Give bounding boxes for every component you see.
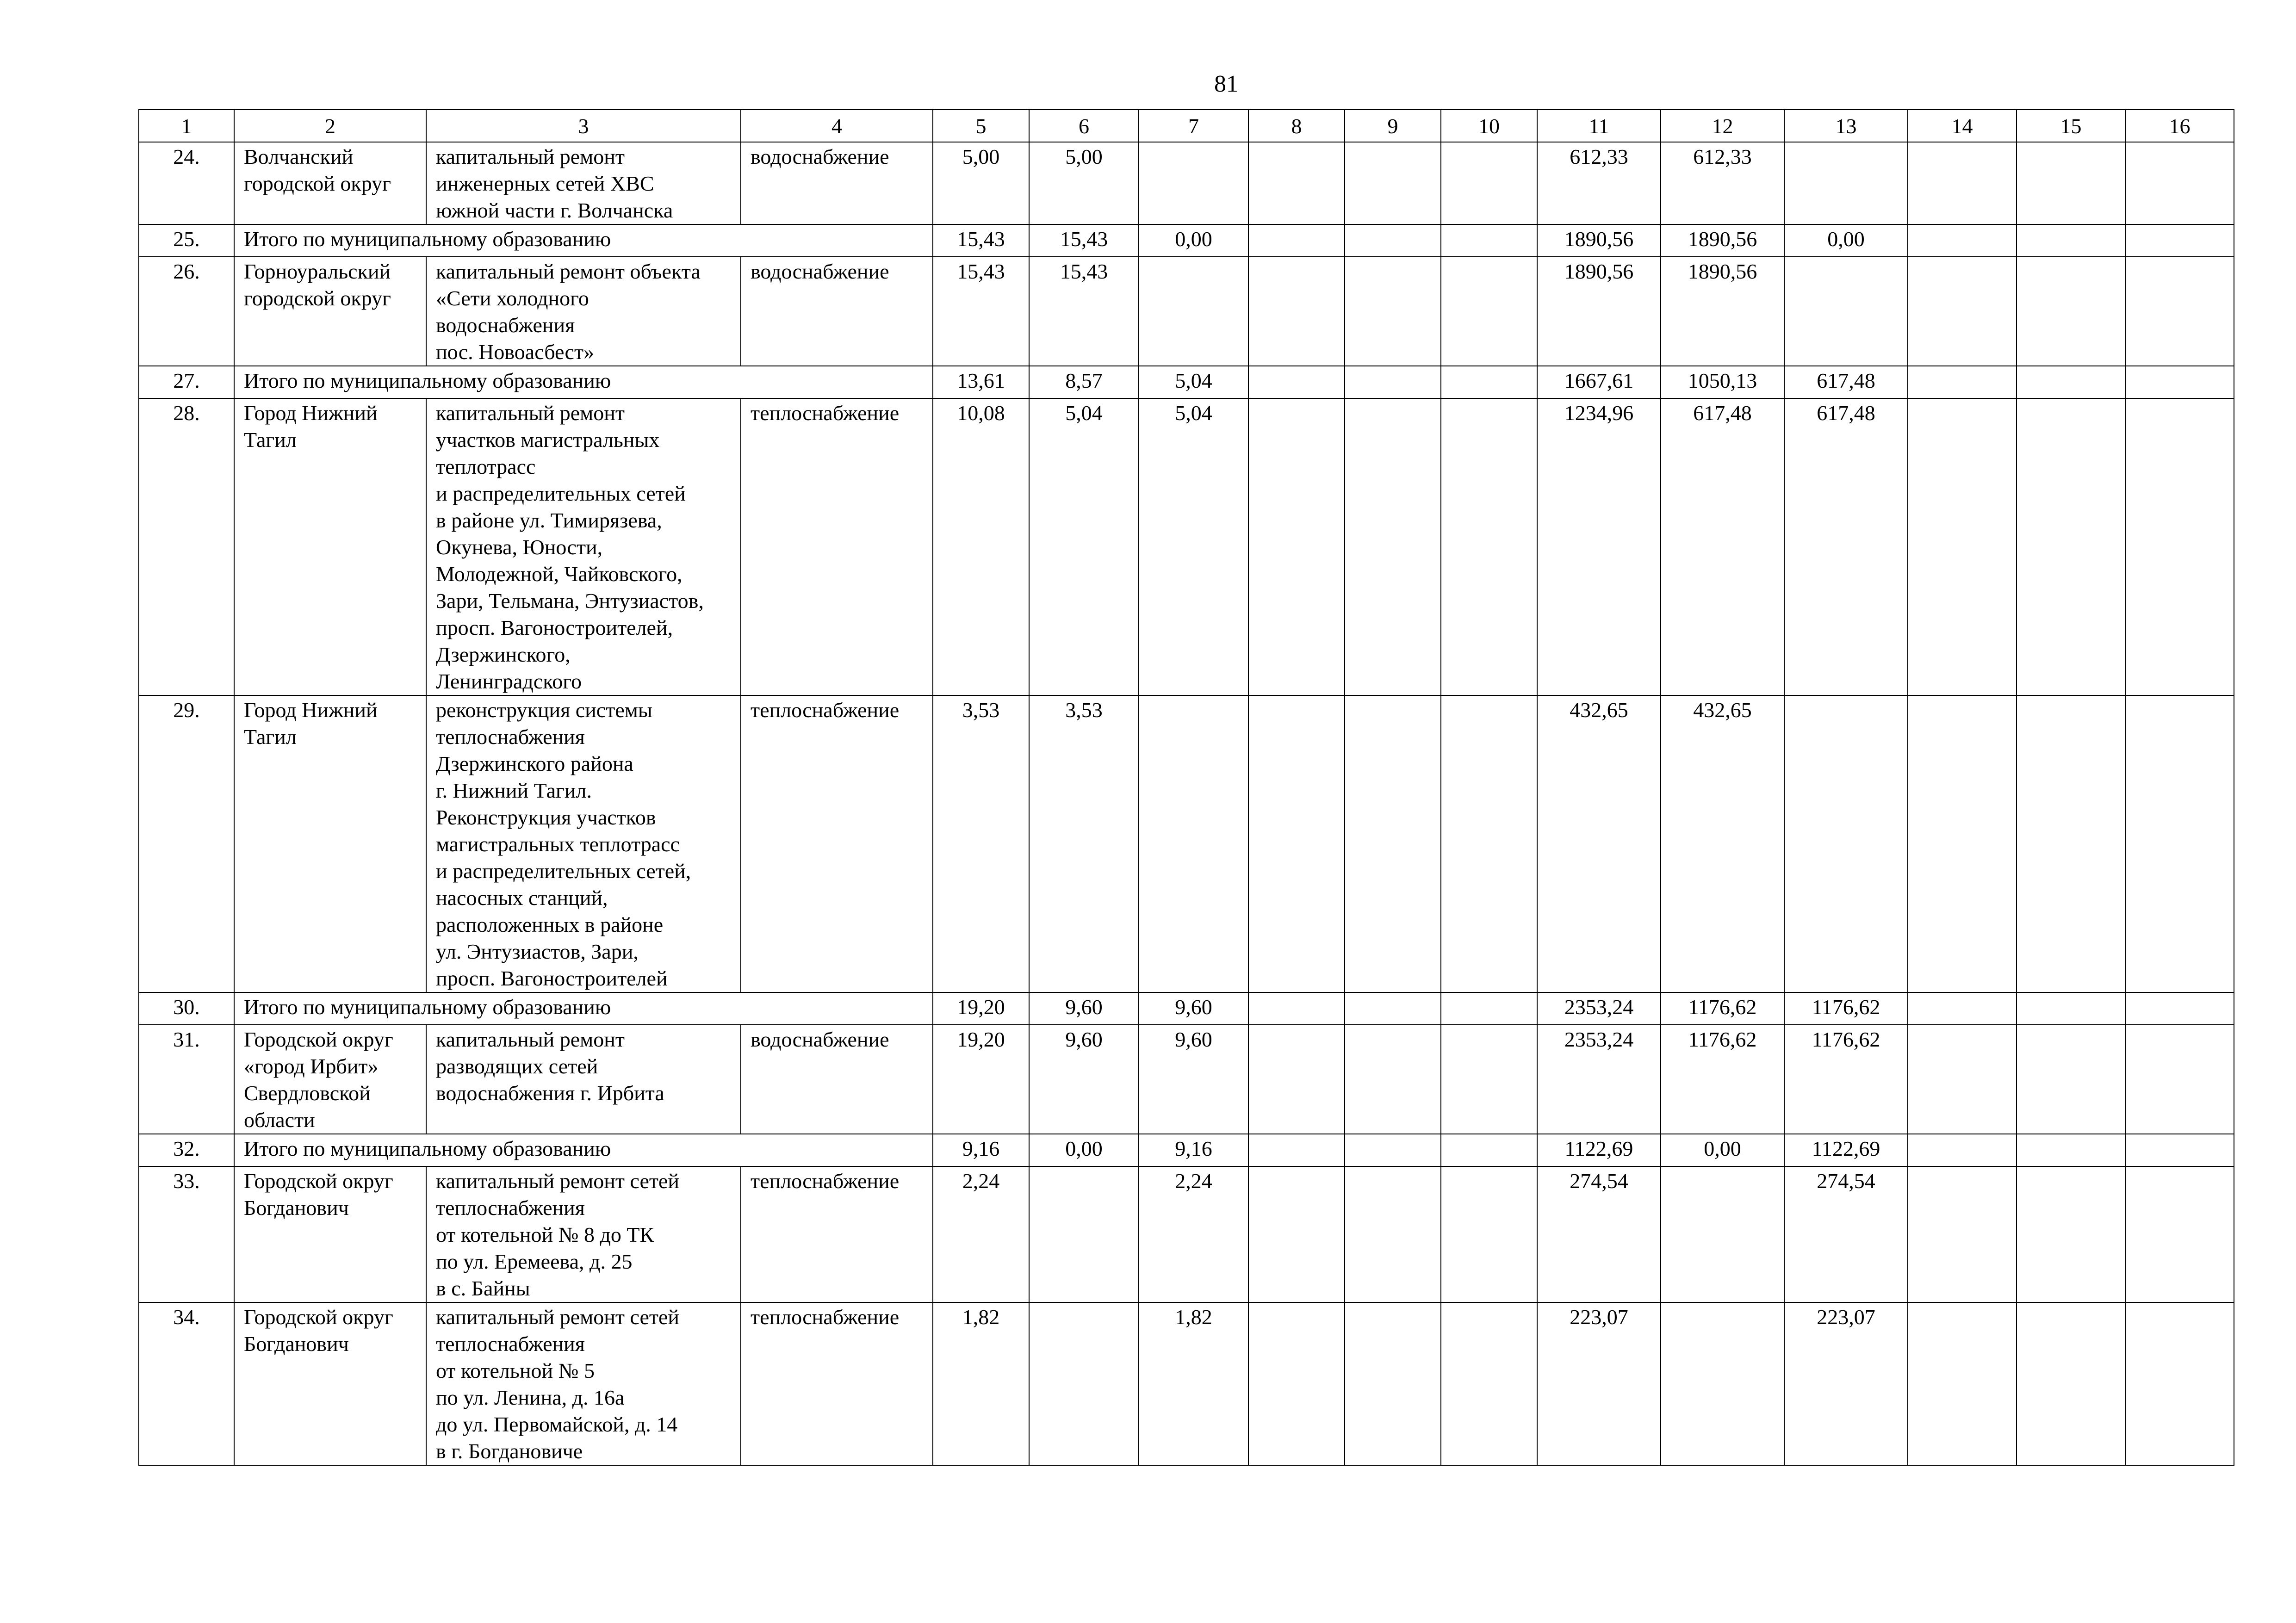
value-cell-14 bbox=[1908, 1302, 2017, 1465]
value-cell-12: 1050,13 bbox=[1661, 366, 1784, 398]
value-cell-9 bbox=[1345, 366, 1441, 398]
value-cell-13: 274,54 bbox=[1784, 1166, 1908, 1302]
value-cell-8 bbox=[1248, 398, 1345, 695]
value-cell-15 bbox=[2017, 1025, 2125, 1134]
value-cell-8 bbox=[1248, 1166, 1345, 1302]
total-label-cell: Итого по муниципальному образованию bbox=[234, 366, 933, 398]
value-cell-9 bbox=[1345, 1166, 1441, 1302]
total-label-cell: Итого по муниципальному образованию bbox=[234, 992, 933, 1025]
total-row bbox=[139, 992, 2234, 1025]
column-number-header: 2 bbox=[234, 110, 426, 142]
value-cell-12 bbox=[1661, 1302, 1784, 1465]
value-cell-8 bbox=[1248, 366, 1345, 398]
object-description-cell: капитальный ремонт разводящих сетей водоснабжения г. Ирбита bbox=[426, 1025, 741, 1134]
utility-type-cell: теплоснабжение bbox=[741, 695, 933, 992]
utility-type-cell: водоснабжение bbox=[741, 257, 933, 366]
value-cell-7: 9,60 bbox=[1139, 992, 1248, 1025]
value-cell-8 bbox=[1248, 142, 1345, 224]
value-cell-16 bbox=[2125, 224, 2234, 257]
value-cell-7 bbox=[1139, 257, 1248, 366]
value-cell-13: 617,48 bbox=[1784, 366, 1908, 398]
value-cell-9 bbox=[1345, 224, 1441, 257]
value-cell-12: 1890,56 bbox=[1661, 257, 1784, 366]
utility-type-cell: водоснабжение bbox=[741, 142, 933, 224]
utility-type-cell: водоснабжение bbox=[741, 1025, 933, 1134]
column-number-header: 15 bbox=[2017, 110, 2125, 142]
value-cell-16 bbox=[2125, 992, 2234, 1025]
row-number-cell: 28. bbox=[139, 398, 234, 695]
municipality-cell: Городской округ Богданович bbox=[234, 1302, 426, 1465]
value-cell-13 bbox=[1784, 695, 1908, 992]
value-cell-15 bbox=[2017, 1166, 2125, 1302]
value-cell-6: 15,43 bbox=[1029, 257, 1139, 366]
value-cell-11: 1890,56 bbox=[1537, 224, 1661, 257]
value-cell-10 bbox=[1441, 257, 1537, 366]
value-cell-16 bbox=[2125, 695, 2234, 992]
value-cell-7: 5,04 bbox=[1139, 398, 1248, 695]
value-cell-6: 8,57 bbox=[1029, 366, 1139, 398]
value-cell-7 bbox=[1139, 142, 1248, 224]
value-cell-10 bbox=[1441, 695, 1537, 992]
total-row bbox=[139, 224, 2234, 257]
row-number-cell: 30. bbox=[139, 992, 234, 1025]
value-cell-16 bbox=[2125, 257, 2234, 366]
value-cell-16 bbox=[2125, 142, 2234, 224]
object-description-cell: капитальный ремонт сетей теплоснабжения от котельной № 8 до ТК по ул. Еремеева, д. 25 в с. Байны bbox=[426, 1166, 741, 1302]
value-cell-5: 2,24 bbox=[933, 1166, 1029, 1302]
value-cell-10 bbox=[1441, 992, 1537, 1025]
value-cell-7: 0,00 bbox=[1139, 224, 1248, 257]
object-description-cell: реконструкция системы теплоснабжения Дзержинского района г. Нижний Тагил. Реконструкция участков магистральных теплотрасс и распределительных сетей, насосных станций, расположенных в районе ул. Энтузиастов, Зари, просп. Вагоностроителей bbox=[426, 695, 741, 992]
value-cell-15 bbox=[2017, 992, 2125, 1025]
value-cell-13: 1176,62 bbox=[1784, 992, 1908, 1025]
funding-table bbox=[138, 109, 2234, 1466]
column-number-header: 14 bbox=[1908, 110, 2017, 142]
column-number-header: 12 bbox=[1661, 110, 1784, 142]
value-cell-15 bbox=[2017, 695, 2125, 992]
column-number-header: 9 bbox=[1345, 110, 1441, 142]
value-cell-6: 3,53 bbox=[1029, 695, 1139, 992]
value-cell-14 bbox=[1908, 257, 2017, 366]
value-cell-10 bbox=[1441, 224, 1537, 257]
value-cell-14 bbox=[1908, 224, 2017, 257]
value-cell-13: 1176,62 bbox=[1784, 1025, 1908, 1134]
value-cell-5: 13,61 bbox=[933, 366, 1029, 398]
value-cell-5: 9,16 bbox=[933, 1134, 1029, 1166]
column-number-header: 3 bbox=[426, 110, 741, 142]
table-row bbox=[139, 398, 2234, 695]
value-cell-15 bbox=[2017, 142, 2125, 224]
row-number-cell: 33. bbox=[139, 1166, 234, 1302]
table-row bbox=[139, 1166, 2234, 1302]
value-cell-9 bbox=[1345, 398, 1441, 695]
value-cell-16 bbox=[2125, 1025, 2234, 1134]
value-cell-14 bbox=[1908, 1025, 2017, 1134]
value-cell-6 bbox=[1029, 1166, 1139, 1302]
value-cell-14 bbox=[1908, 366, 2017, 398]
value-cell-13 bbox=[1784, 142, 1908, 224]
value-cell-8 bbox=[1248, 695, 1345, 992]
column-number-header: 6 bbox=[1029, 110, 1139, 142]
utility-type-cell: теплоснабжение bbox=[741, 1166, 933, 1302]
column-number-header: 1 bbox=[139, 110, 234, 142]
municipality-cell: Волчанский городской округ bbox=[234, 142, 426, 224]
value-cell-11: 274,54 bbox=[1537, 1166, 1661, 1302]
municipality-cell: Город Нижний Тагил bbox=[234, 695, 426, 992]
row-number-cell: 24. bbox=[139, 142, 234, 224]
value-cell-12: 0,00 bbox=[1661, 1134, 1784, 1166]
value-cell-13: 223,07 bbox=[1784, 1302, 1908, 1465]
utility-type-cell: теплоснабжение bbox=[741, 1302, 933, 1465]
column-number-header: 5 bbox=[933, 110, 1029, 142]
value-cell-6: 5,00 bbox=[1029, 142, 1139, 224]
value-cell-6 bbox=[1029, 1302, 1139, 1465]
value-cell-15 bbox=[2017, 1302, 2125, 1465]
value-cell-9 bbox=[1345, 257, 1441, 366]
value-cell-10 bbox=[1441, 1134, 1537, 1166]
value-cell-9 bbox=[1345, 695, 1441, 992]
value-cell-16 bbox=[2125, 366, 2234, 398]
value-cell-6: 9,60 bbox=[1029, 1025, 1139, 1134]
column-number-header: 4 bbox=[741, 110, 933, 142]
value-cell-15 bbox=[2017, 398, 2125, 695]
column-number-header: 8 bbox=[1248, 110, 1345, 142]
value-cell-10 bbox=[1441, 1302, 1537, 1465]
value-cell-7: 5,04 bbox=[1139, 366, 1248, 398]
row-number-cell: 31. bbox=[139, 1025, 234, 1134]
column-number-header: 11 bbox=[1537, 110, 1661, 142]
table-row bbox=[139, 1302, 2234, 1465]
value-cell-9 bbox=[1345, 992, 1441, 1025]
value-cell-10 bbox=[1441, 1166, 1537, 1302]
value-cell-11: 612,33 bbox=[1537, 142, 1661, 224]
value-cell-5: 19,20 bbox=[933, 1025, 1029, 1134]
object-description-cell: капитальный ремонт объекта «Сети холодного водоснабжения пос. Новоасбест» bbox=[426, 257, 741, 366]
value-cell-11: 1890,56 bbox=[1537, 257, 1661, 366]
value-cell-16 bbox=[2125, 1134, 2234, 1166]
row-number-cell: 27. bbox=[139, 366, 234, 398]
value-cell-8 bbox=[1248, 1134, 1345, 1166]
value-cell-15 bbox=[2017, 257, 2125, 366]
total-row bbox=[139, 1134, 2234, 1166]
value-cell-16 bbox=[2125, 1166, 2234, 1302]
value-cell-14 bbox=[1908, 1134, 2017, 1166]
municipality-cell: Город Нижний Тагил bbox=[234, 398, 426, 695]
value-cell-8 bbox=[1248, 1025, 1345, 1134]
value-cell-10 bbox=[1441, 366, 1537, 398]
value-cell-13 bbox=[1784, 257, 1908, 366]
value-cell-5: 15,43 bbox=[933, 257, 1029, 366]
value-cell-8 bbox=[1248, 992, 1345, 1025]
utility-type-cell: теплоснабжение bbox=[741, 398, 933, 695]
value-cell-11: 1122,69 bbox=[1537, 1134, 1661, 1166]
value-cell-12: 432,65 bbox=[1661, 695, 1784, 992]
value-cell-6: 9,60 bbox=[1029, 992, 1139, 1025]
value-cell-12: 1176,62 bbox=[1661, 992, 1784, 1025]
total-label-cell: Итого по муниципальному образованию bbox=[234, 224, 933, 257]
value-cell-16 bbox=[2125, 1302, 2234, 1465]
object-description-cell: капитальный ремонт участков магистральных теплотрасс и распределительных сетей в районе ул. Тимирязева, Окунева, Юности, Молодежной, Чайковского, Зари, Тельмана, Энтузиастов, просп. Вагоностроителей, Дзержинского, Ленинградского bbox=[426, 398, 741, 695]
value-cell-5: 5,00 bbox=[933, 142, 1029, 224]
value-cell-14 bbox=[1908, 992, 2017, 1025]
value-cell-10 bbox=[1441, 398, 1537, 695]
value-cell-14 bbox=[1908, 142, 2017, 224]
row-number-cell: 32. bbox=[139, 1134, 234, 1166]
value-cell-6: 0,00 bbox=[1029, 1134, 1139, 1166]
value-cell-13: 617,48 bbox=[1784, 398, 1908, 695]
total-label-cell: Итого по муниципальному образованию bbox=[234, 1134, 933, 1166]
value-cell-9 bbox=[1345, 142, 1441, 224]
value-cell-7: 2,24 bbox=[1139, 1166, 1248, 1302]
municipality-cell: Городской округ «город Ирбит» Свердловской области bbox=[234, 1025, 426, 1134]
row-number-cell: 34. bbox=[139, 1302, 234, 1465]
column-number-header: 7 bbox=[1139, 110, 1248, 142]
value-cell-12: 1890,56 bbox=[1661, 224, 1784, 257]
table-row bbox=[139, 257, 2234, 366]
value-cell-16 bbox=[2125, 398, 2234, 695]
value-cell-12: 1176,62 bbox=[1661, 1025, 1784, 1134]
value-cell-9 bbox=[1345, 1025, 1441, 1134]
value-cell-12: 612,33 bbox=[1661, 142, 1784, 224]
value-cell-11: 2353,24 bbox=[1537, 992, 1661, 1025]
table-body bbox=[139, 110, 2234, 1465]
value-cell-8 bbox=[1248, 224, 1345, 257]
row-number-cell: 26. bbox=[139, 257, 234, 366]
value-cell-12 bbox=[1661, 1166, 1784, 1302]
value-cell-13: 1122,69 bbox=[1784, 1134, 1908, 1166]
value-cell-5: 3,53 bbox=[933, 695, 1029, 992]
value-cell-15 bbox=[2017, 366, 2125, 398]
value-cell-7: 9,16 bbox=[1139, 1134, 1248, 1166]
value-cell-15 bbox=[2017, 224, 2125, 257]
value-cell-14 bbox=[1908, 1166, 2017, 1302]
value-cell-7: 9,60 bbox=[1139, 1025, 1248, 1134]
value-cell-9 bbox=[1345, 1134, 1441, 1166]
table-row bbox=[139, 695, 2234, 992]
value-cell-5: 1,82 bbox=[933, 1302, 1029, 1465]
value-cell-14 bbox=[1908, 398, 2017, 695]
value-cell-10 bbox=[1441, 142, 1537, 224]
value-cell-11: 432,65 bbox=[1537, 695, 1661, 992]
table-row bbox=[139, 142, 2234, 224]
value-cell-7 bbox=[1139, 695, 1248, 992]
value-cell-5: 10,08 bbox=[933, 398, 1029, 695]
column-number-header: 13 bbox=[1784, 110, 1908, 142]
value-cell-5: 15,43 bbox=[933, 224, 1029, 257]
value-cell-11: 223,07 bbox=[1537, 1302, 1661, 1465]
value-cell-8 bbox=[1248, 257, 1345, 366]
municipality-cell: Горноуральский городской округ bbox=[234, 257, 426, 366]
column-number-header: 10 bbox=[1441, 110, 1537, 142]
value-cell-5: 19,20 bbox=[933, 992, 1029, 1025]
row-number-cell: 29. bbox=[139, 695, 234, 992]
value-cell-14 bbox=[1908, 695, 2017, 992]
value-cell-13: 0,00 bbox=[1784, 224, 1908, 257]
value-cell-9 bbox=[1345, 1302, 1441, 1465]
value-cell-15 bbox=[2017, 1134, 2125, 1166]
value-cell-8 bbox=[1248, 1302, 1345, 1465]
table-row bbox=[139, 1025, 2234, 1134]
value-cell-11: 2353,24 bbox=[1537, 1025, 1661, 1134]
value-cell-7: 1,82 bbox=[1139, 1302, 1248, 1465]
object-description-cell: капитальный ремонт сетей теплоснабжения от котельной № 5 по ул. Ленина, д. 16а до ул. Первомайской, д. 14 в г. Богдановиче bbox=[426, 1302, 741, 1465]
value-cell-6: 15,43 bbox=[1029, 224, 1139, 257]
value-cell-11: 1667,61 bbox=[1537, 366, 1661, 398]
column-number-header-row bbox=[139, 110, 2234, 142]
column-number-header: 16 bbox=[2125, 110, 2234, 142]
row-number-cell: 25. bbox=[139, 224, 234, 257]
object-description-cell: капитальный ремонт инженерных сетей ХВС южной части г. Волчанска bbox=[426, 142, 741, 224]
value-cell-6: 5,04 bbox=[1029, 398, 1139, 695]
page-number: 81 bbox=[1214, 71, 1238, 97]
value-cell-10 bbox=[1441, 1025, 1537, 1134]
value-cell-12: 617,48 bbox=[1661, 398, 1784, 695]
total-row bbox=[139, 366, 2234, 398]
municipality-cell: Городской округ Богданович bbox=[234, 1166, 426, 1302]
value-cell-11: 1234,96 bbox=[1537, 398, 1661, 695]
